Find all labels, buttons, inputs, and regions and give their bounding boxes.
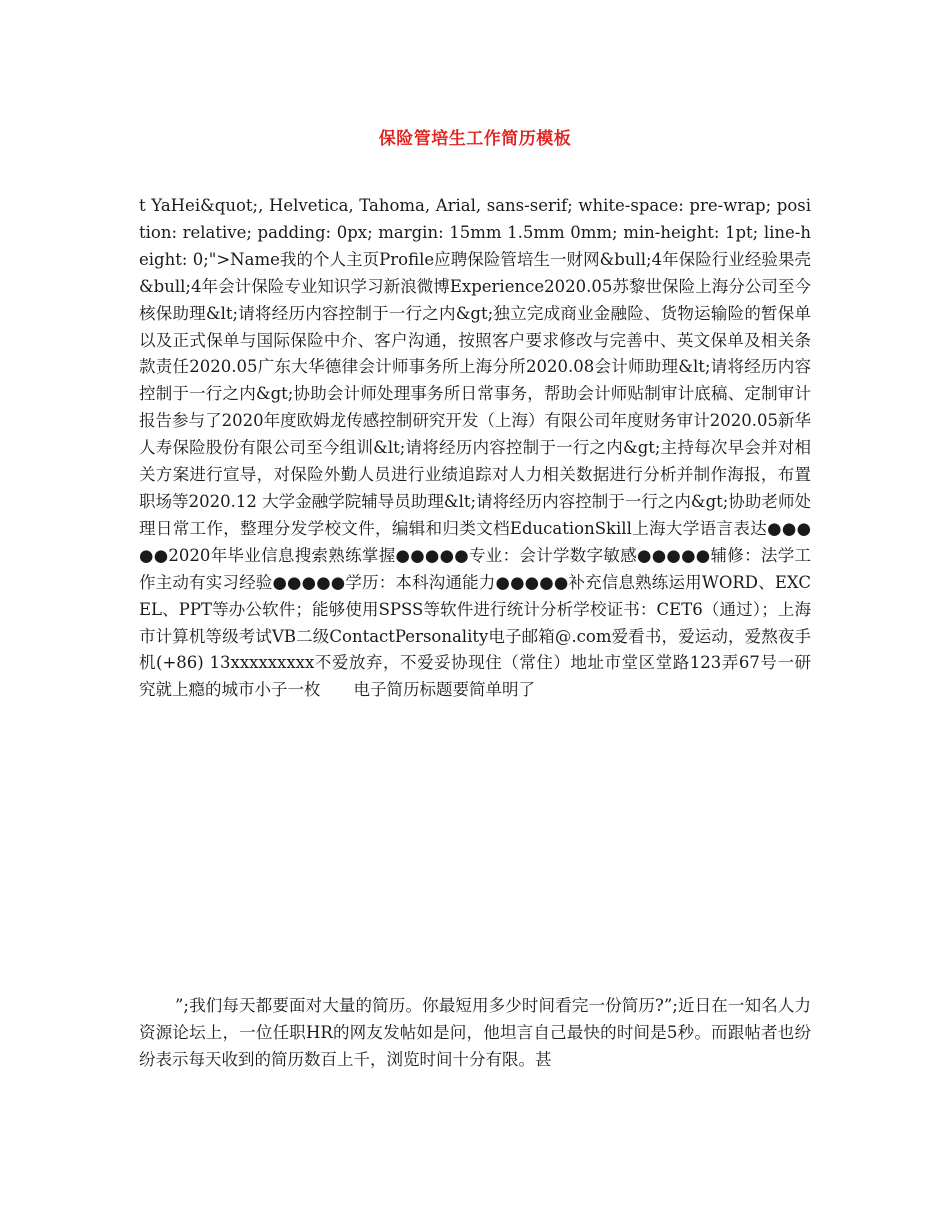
body-paragraph-continued: ”;我们每天都要面对大量的简历。你最短用多少时间看完一份简历?”;近日在一知名人力资源论坛上，一位任职HR的网友发帖如是问，他坦言自己最快的时间是5秒。而跟帖者也纷纷表示每天收到的简历数百上千，浏览时间十分有限。甚 [139, 996, 811, 1069]
body-paragraph: t YaHei&quot;, Helvetica, Tahoma, Arial, sans-serif; white-space: pre-wrap; position: relative; padding: 0px; margin: 15mm 1.5mm 0mm; min-height: 1pt; line-height: 0;">Name我的个人主页Profile应聘保险管培生一财网&bull;4年保险行业经验果壳&bull;4年会计保险专业知识学习新浪微博Experience2020.05苏黎世保险上海分公司至今核保助理&lt;请将经历内容控制于一行之内&gt;独立完成商业金融险、货物运输险的暂保单以及正式保单与国际保险中介、客户沟通，按照客户要求修改与完善中、英文保单及相关条款责任2020.05广东大华德律会计师事务所上海分所2020.08会计师助理&lt;请将经历内容控制于一行之内&gt;协助会计师处理事务所日常事务，帮助会计师贴制审计底稿、定制审计报告参与了2020年度欧姆龙传感控制研究开发（上海）有限公司年度财务审计2020.05新华人寿保险股份有限公司至今组训&lt;请将经历内容控制于一行之内&gt;主持每次早会并对相关方案进行宣导，对保险外勤人员进行业绩追踪对人力相关数据进行分析并制作海报，布置职场等2020.12 大学金融学院辅导员助理&lt;请将经历内容控制于一行之内&gt;协助老师处理日常工作，整理分发学校文件，编辑和归类文档EducationSkill上海大学语言表达●●●●●2020年毕业信息搜索熟练掌握●●●●●专业：会计学数字敏感●●●●●辅修：法学工作主动有实习经验●●●●●学历：本科沟通能力●●●●●补充信息熟练运用WORD、EXCEL、PPT等办公软件；能够使用SPSS等软件进行统计分析学校证书：CET6（通过）；上海市计算机等级考试VB二级ContactPersonality电子邮箱@.com爱看书，爱运动，爱熬夜手机(+86) 13xxxxxxxxx不爱放弃，不爱妥协现住（常住）地址市堂区堂路123弄67号一研究就上瘾的城市小子一枚 电子简历标题要简单明了 [139, 196, 811, 700]
document-title: 保险管培生工作简历模板 [378, 129, 572, 149]
